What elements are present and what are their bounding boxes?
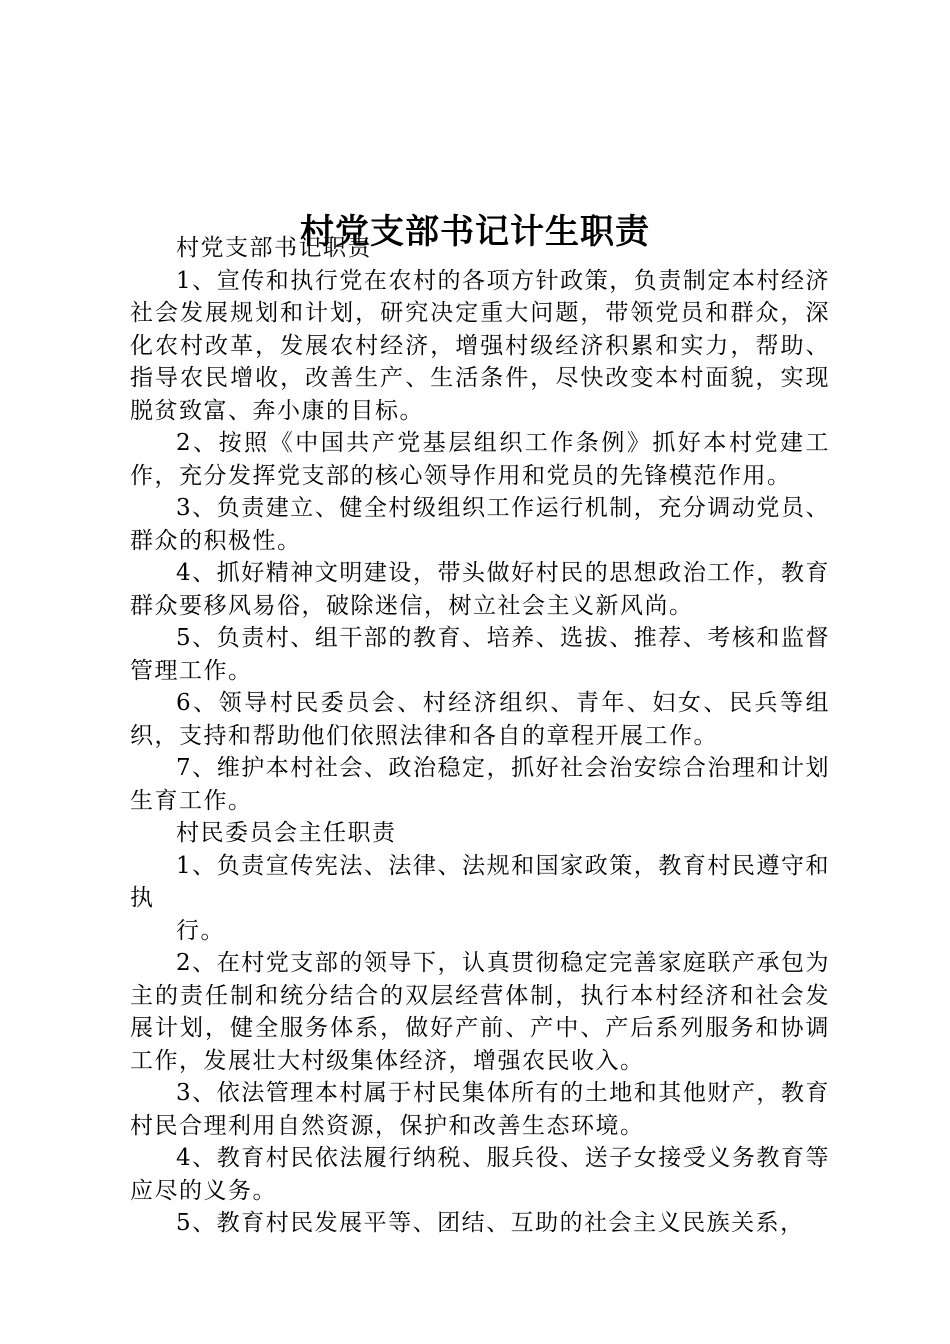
- paragraph: 行。: [176, 917, 225, 944]
- paragraph: 5、教育村民发展平等、团结、互助的社会主义民族关系，: [176, 1210, 805, 1236]
- document-title: 村党支部书记计生职责: [300, 211, 650, 252]
- section-heading-committee-director: 村民委员会主任职责: [176, 820, 397, 846]
- paragraph: 6、领导村民委员会、村经济组织、青年、妇女、民兵等组织，支持和帮助他们依照法律和各自的章程开展工作。: [130, 690, 830, 749]
- paragraph: 2、在村党支部的领导下，认真贯彻稳定完善家庭联产承包为主的责任制和统分结合的双层经营体制，执行本村经济和社会发展计划，健全服务体系，做好产前、产中、产后系列服务和协调工作，发展壮大村级集体经济，增强农民收入。: [130, 950, 830, 1074]
- paragraph: 5、负责村、组干部的教育、培养、选拔、推荐、考核和监督管理工作。: [130, 625, 830, 684]
- paragraph: 1、宣传和执行党在农村的各项方针政策，负责制定本村经济社会发展规划和计划，研究决定重大问题，带领党员和群众，深化农村改革，发展农村经济，增强村级经济积累和实力，帮助、指导农民增收，改善生产、生活条件，尽快改变本村面貌，实现脱贫致富、奔小康的目标。: [130, 267, 830, 424]
- paragraph: 1、负责宣传宪法、法律、法规和国家政策，教育村民遵守和执: [130, 852, 830, 911]
- paragraph: 4、教育村民依法履行纳税、服兵役、送子女接受义务教育等应尽的义务。: [130, 1145, 830, 1204]
- document-body: [130, 232, 830, 1240]
- paragraph: 2、按照《中国共产党基层组织工作条例》抓好本村党建工作，充分发挥党支部的核心领导作用和党员的先锋模范作用。: [130, 430, 830, 489]
- paragraph: 4、抓好精神文明建设，带头做好村民的思想政治工作，教育群众要移风易俗，破除迷信，树立社会主义新风尚。: [130, 560, 830, 619]
- section-heading-party-secretary: 村党支部书记职责: [176, 235, 372, 261]
- paragraph: 3、负责建立、健全村级组织工作运行机制，充分调动党员、群众的积极性。: [130, 495, 830, 554]
- paragraph: 3、依法管理本村属于村民集体所有的土地和其他财产，教育村民合理利用自然资源，保护和改善生态环境。: [130, 1080, 830, 1139]
- paragraph: 7、维护本村社会、政治稳定，抓好社会治安综合治理和计划生育工作。: [130, 755, 830, 814]
